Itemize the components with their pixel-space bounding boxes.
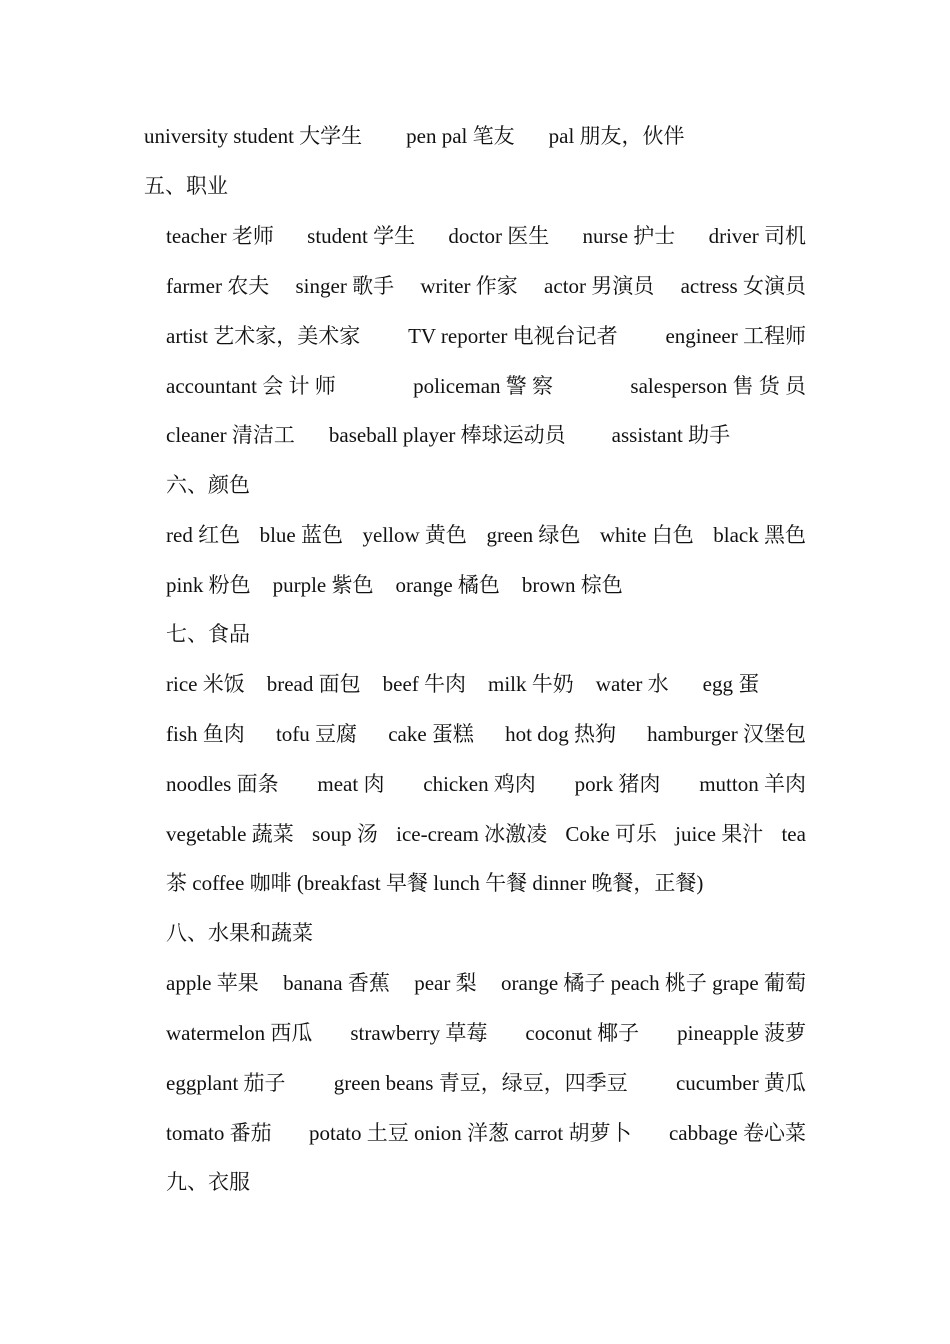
vocab-line <box>166 570 623 600</box>
vocab-line <box>166 371 806 401</box>
vocab-line <box>166 1068 806 1098</box>
vocab-line <box>166 819 806 849</box>
vocab-item: green 绿色 <box>486 523 581 547</box>
vocab-item: assistant 助手 <box>611 423 731 447</box>
vocab-item: salesperson 售 货 员 <box>630 374 806 398</box>
vocab-item: writer 作家 <box>420 274 518 298</box>
vocab-item: singer 歌手 <box>295 274 395 298</box>
vocab-item: pineapple 菠萝 <box>677 1021 806 1045</box>
vocab-item: TV reporter 电视台记者 <box>408 324 618 348</box>
vocab-item: watermelon 西瓜 <box>166 1021 313 1045</box>
vocab-item: mutton 羊肉 <box>699 772 806 796</box>
vocab-item: cucumber 黄瓜 <box>675 1071 806 1095</box>
vocab-item: yellow 黄色 <box>362 523 467 547</box>
vocab-item: chicken 鸡肉 <box>423 772 536 796</box>
vocab-line <box>166 271 806 301</box>
vocab-item: purple 紫色 <box>272 573 374 597</box>
vocab-item: meat 肉 <box>317 772 385 796</box>
vocab-item: farmer 农夫 <box>166 274 270 298</box>
vocab-item: teacher 老师 <box>166 224 274 248</box>
vocab-item: egg 蛋 <box>702 672 760 696</box>
vocab-item: pear 梨 <box>414 971 477 995</box>
vocab-item: actor 男演员 <box>544 274 655 298</box>
vocab-item: doctor 医生 <box>448 224 550 248</box>
vocab-item: apple 苹果 <box>166 971 259 995</box>
section-heading-food: 七、食品 <box>166 622 250 646</box>
vocab-item: brown 棕色 <box>521 573 623 597</box>
vocab-item: orange 橘子 peach 桃子 grape 葡萄 <box>501 971 806 995</box>
vocab-item: tofu 豆腐 <box>275 722 358 746</box>
vocab-item: red 红色 <box>166 523 241 547</box>
vocab-item: coconut 椰子 <box>525 1021 640 1045</box>
vocab-item: orange 橘色 <box>395 573 500 597</box>
vocab-item: black 黑色 <box>713 523 806 547</box>
vocab-item: university student 大学生 <box>144 124 363 148</box>
vocab-item: milk 牛奶 <box>488 672 574 696</box>
vocab-line <box>166 1118 806 1148</box>
vocab-item: white 白色 <box>599 523 694 547</box>
vocab-item: cleaner 清洁工 <box>166 423 295 447</box>
vocab-item: bread 面包 <box>266 672 361 696</box>
vocab-line <box>166 968 806 998</box>
vocab-item: artist 艺术家，美术家 <box>166 324 361 348</box>
vocab-item: eggplant 茄子 <box>166 1071 286 1095</box>
vocab-item: 茶 coffee 咖啡 (breakfast 早餐 lunch 午餐 dinner 晚餐，正餐) <box>166 871 704 895</box>
vocab-item: engineer 工程师 <box>665 324 806 348</box>
vocab-line <box>166 719 806 749</box>
vocab-item: ice-cream 冰激凌 <box>396 822 548 846</box>
vocab-item: fish 鱼肉 <box>166 722 245 746</box>
vocab-item: water 水 <box>595 672 669 696</box>
section-heading-occupations: 五、职业 <box>144 174 228 198</box>
section-heading-fruits-vegetables: 八、水果和蔬菜 <box>166 921 313 945</box>
vocab-item: tea <box>781 822 806 846</box>
vocab-item: hot dog 热狗 <box>505 722 616 746</box>
vocab-item: beef 牛肉 <box>382 672 467 696</box>
vocab-line <box>166 1018 806 1048</box>
vocab-item: accountant 会 计 师 <box>166 374 336 398</box>
vocab-line <box>166 221 806 251</box>
vocab-item: tomato 番茄 <box>166 1121 272 1145</box>
vocab-item: banana 香蕉 <box>283 971 390 995</box>
vocab-item: pal 朋友，伙伴 <box>548 124 685 148</box>
vocab-item: student 学生 <box>307 224 416 248</box>
vocab-line <box>166 520 806 550</box>
vocab-item: noodles 面条 <box>166 772 279 796</box>
vocab-item: cake 蛋糕 <box>388 722 474 746</box>
vocab-item: pork 猪肉 <box>574 772 661 796</box>
vocab-item: juice 果汁 <box>675 822 764 846</box>
vocab-item: strawberry 草莓 <box>350 1021 488 1045</box>
vocab-item: hamburger 汉堡包 <box>647 722 806 746</box>
vocab-item: potato 土豆 onion 洋葱 carrot 胡萝卜 <box>308 1121 632 1145</box>
vocab-item: rice 米饭 <box>166 672 245 696</box>
vocab-line <box>166 321 806 351</box>
intro-line <box>144 121 685 151</box>
vocab-line <box>166 769 806 799</box>
vocab-item: cabbage 卷心菜 <box>668 1121 806 1145</box>
vocab-item: pink 粉色 <box>166 573 251 597</box>
vocab-item: green beans 青豆，绿豆，四季豆 <box>333 1071 628 1095</box>
vocab-item: policeman 警 察 <box>413 374 554 398</box>
vocab-line <box>166 669 759 699</box>
vocab-item: Coke 可乐 <box>565 822 657 846</box>
vocab-item: pen pal 笔友 <box>406 124 515 148</box>
vocab-item: nurse 护士 <box>582 224 676 248</box>
vocab-item: soup 汤 <box>311 822 378 846</box>
vocab-line <box>166 868 703 898</box>
vocab-item: actress 女演员 <box>680 274 806 298</box>
vocab-item: driver 司机 <box>708 224 806 248</box>
vocab-item: vegetable 蔬菜 <box>166 822 294 846</box>
vocab-line <box>166 420 730 450</box>
section-heading-clothes: 九、衣服 <box>166 1170 250 1194</box>
vocab-item: baseball player 棒球运动员 <box>328 423 566 447</box>
section-heading-colors: 六、颜色 <box>166 473 250 497</box>
vocab-item: blue 蓝色 <box>259 523 343 547</box>
